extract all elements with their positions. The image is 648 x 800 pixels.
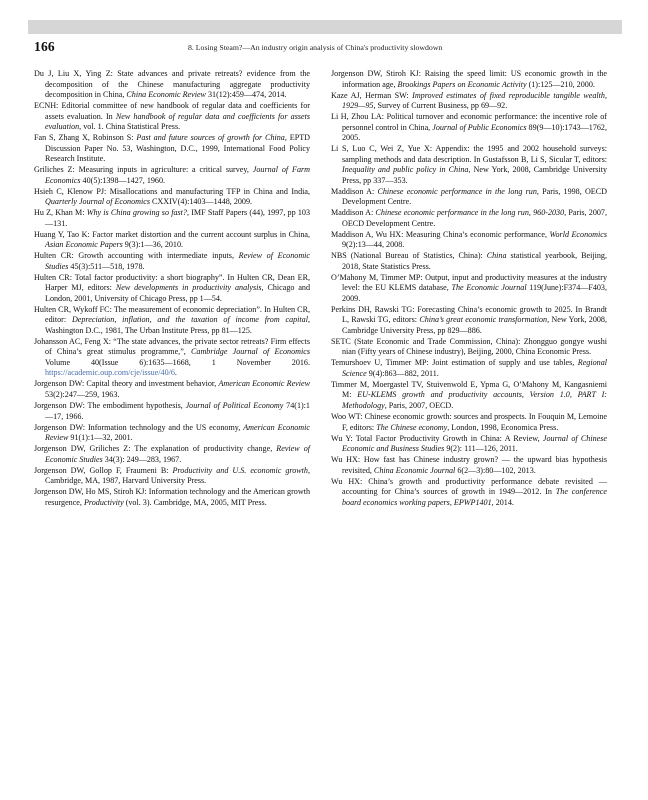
reference-text: , Paris, 2007, OECD Development Centre. xyxy=(342,208,607,228)
reference-title: Journal of Farm Economics xyxy=(45,165,310,185)
reference-text: 89(9—10):1743—1762, 2005. xyxy=(342,122,608,143)
reference-text: Fan S, Zhang X, Robinson S: xyxy=(34,133,137,143)
reference-text: 34(3): 249—283, 1967. xyxy=(102,454,182,464)
reference-title: Journal of Political Economy xyxy=(185,400,284,410)
reference-text: 74(1):1—17, 1966. xyxy=(45,400,310,421)
reference-title: China Economic Review xyxy=(126,90,206,100)
reference-title: New handbook of regular data and coefficients for assets evaluation xyxy=(45,111,310,132)
reference-title: China Economic Journal xyxy=(373,465,456,475)
reference-text: Hsieh C, Klenow PJ: Misallocations and manufacturing TFP in China and India, xyxy=(34,186,310,196)
reference-text: Li H, Zhou LA: Political turnover and economic performance: the incentive role of personnel control in China, xyxy=(331,112,607,132)
reference-entry xyxy=(331,91,607,112)
reference-text: 45(3):511—518, 1978. xyxy=(68,261,145,271)
reference-text: statistical yearbook, Beijing, 2018, State Statistics Press. xyxy=(342,251,607,271)
reference-text: Jorgenson DW, Ho MS, Stiroh KJ: Information technology and the American growth resurgence, xyxy=(34,487,310,507)
reference-text: Kaze AJ, Herman SW: xyxy=(331,90,413,100)
reference-entry xyxy=(331,208,607,229)
reference-title: Chinese economic performance in the long run, 960-2030 xyxy=(375,208,565,218)
reference-entry xyxy=(331,477,607,509)
reference-text: , New York, 2008, Cambridge University Press, pp 829—886. xyxy=(342,315,608,335)
reference-text: (1):125—210, 2000. xyxy=(526,79,595,89)
reference-entry xyxy=(331,273,607,305)
reference-title: Asian Economic Papers xyxy=(45,240,123,250)
reference-title: Why is China growing so fast? xyxy=(86,208,187,218)
reference-text: Jorgenson DW: Information technology and the US economy, xyxy=(34,422,244,432)
reference-entry xyxy=(34,208,310,229)
reference-entry xyxy=(34,444,310,465)
reference-title: American Economic Review xyxy=(218,379,310,389)
reference-entry xyxy=(331,230,607,251)
page-number: 166 xyxy=(34,39,55,54)
reference-link[interactable]: https://academic.oup.com/cje/issue/40/6 xyxy=(45,368,175,378)
reference-title: Journal of Public Economics xyxy=(432,122,527,132)
reference-entry xyxy=(34,423,310,444)
reference-title: China xyxy=(486,251,507,261)
reference-title: Quarterly Journal of Economics xyxy=(45,197,150,207)
reference-text: Hulten CR, Wykoff FC: The measurement of economic depreciation”. In Hulten CR, editor: xyxy=(34,304,310,325)
reference-title: The Economic Journal xyxy=(451,283,527,293)
header-band xyxy=(28,20,622,34)
reference-text: , vol. 1. China Statistical Press. xyxy=(79,122,181,132)
reference-title: Inequality and public policy in China xyxy=(342,165,469,175)
reference-entry xyxy=(331,69,607,90)
reference-title: Review of Economic Studies xyxy=(45,444,311,464)
reference-entry xyxy=(34,187,310,208)
reference-title: New developments in productivity analysis xyxy=(115,283,262,293)
reference-text: Huang Y, Tao K: Factor market distortion and the current account surplus in China, xyxy=(34,229,310,239)
reference-text: SETC (State Economic and Trade Commission, China): Zhongguo gongye wushi nian (Fifty years of Chinese industry), Beijing, 2000, China Economic Press. xyxy=(331,336,607,357)
reference-text: , Cambridge, MA, 1987, Harvard University Press. xyxy=(45,465,311,486)
running-head: 8. Losing Steam?—An industry origin analysis of China's productivity slowdown xyxy=(188,43,443,52)
reference-text: Maddison A, Wu HX: Measuring China’s economic performance, xyxy=(331,229,550,239)
reference-text: 6(2—3):80—102, 2013. xyxy=(455,465,536,475)
reference-text: Wu Y: Total Factor Productivity Growth in China: A Review, xyxy=(331,433,543,443)
reference-entry xyxy=(34,69,310,101)
reference-entry xyxy=(34,101,310,133)
reference-text: 53(2):247—259, 1963. xyxy=(45,389,120,399)
reference-entry xyxy=(34,305,310,337)
reference-title: Regional Science xyxy=(342,358,607,378)
reference-text: 40(5):1398—1427, 1960. xyxy=(80,175,166,185)
reference-title: Depreciation, inflation, and the taxation of income from capital xyxy=(71,315,308,325)
reference-entry xyxy=(34,337,310,379)
reference-title: Journal of Chinese Economic and Business Studies xyxy=(342,433,607,454)
reference-text: Temurshoev U, Timmer MP: Joint estimation of supply and use tables, xyxy=(331,358,578,368)
reference-text: , Chicago and London, 2001, University of Chicago Press, pp 1—54. xyxy=(45,283,311,303)
reference-entry xyxy=(331,144,607,186)
reference-title: Cambridge Journal of Economics xyxy=(191,347,310,357)
reference-entry xyxy=(331,112,607,144)
reference-text: , Washington D.C., 1981, The Urban Institute Press, pp 81—125. xyxy=(45,315,310,335)
reference-title: Productivity and U.S. economic growth xyxy=(172,465,308,475)
reference-title: The Chinese economy xyxy=(376,422,448,432)
reference-entry xyxy=(34,133,310,165)
reference-text: CXXIV(4):1403—1448, 2009. xyxy=(149,197,253,207)
reference-entry xyxy=(331,434,607,455)
reference-text: 9(2): 111—126, 2011. xyxy=(444,444,518,454)
reference-text: O’Mahony M, Timmer MP: Output, input and productivity measures at the industry level: the EU KLEMS database, xyxy=(331,272,607,293)
reference-entry xyxy=(331,358,607,379)
reference-column-right xyxy=(331,69,607,509)
reference-text: 9(3):1—36, 2010. xyxy=(122,240,184,250)
reference-columns xyxy=(34,69,612,769)
reference-entry xyxy=(34,379,310,400)
reference-column-left xyxy=(34,69,310,509)
reference-text: Jorgenson DW, Griliches Z: The explanation of productivity change, xyxy=(34,444,277,454)
reference-title: Improved estimates of fixed reproducible tangible wealth, 1929—95 xyxy=(342,90,607,111)
reference-text: . xyxy=(174,368,177,378)
reference-entry xyxy=(34,273,310,305)
reference-title: Productivity xyxy=(83,497,124,507)
reference-text: Woo WT: Chinese economic growth: sources and prospects. In Fouquin M, Lemoine F, editors: xyxy=(331,412,607,432)
reference-title: Brookings Papers on Economic Activity xyxy=(397,79,527,89)
reference-text: Jorgenson DW, Gollop F, Fraumeni B: xyxy=(34,465,173,475)
reference-text: Du J, Liu X, Ying Z: State advances and private retreats? evidence from the decomposition of the Chinese manufacturing aggregate productivity decomposition in China, xyxy=(34,69,310,100)
reference-entry xyxy=(34,466,310,487)
reference-text: 9(2):13—44, 2008. xyxy=(342,240,405,250)
reference-text: Hulten CR: Total factor productivity: a short biography”. In Hulten CR, Dean ER, Harper MJ, editors: xyxy=(34,272,310,293)
reference-entry xyxy=(331,380,607,412)
reference-title: Review of Economic Studies xyxy=(45,251,311,271)
reference-text: Wu HX: China’s growth and productivity performance debate revisited — accounting for China’s sources of growth in 1949—2012. In xyxy=(331,476,607,497)
reference-text: 119(June):F374—F403, 2009. xyxy=(342,283,607,303)
reference-text: Li S, Luo C, Wei Z, Yue X: Appendix: the 1995 and 2002 household surveys: sampling methods and data description. In Gustafsson B, Li S, Sicular T, editors: xyxy=(331,144,607,164)
reference-text: Jorgenson DW, Stiroh KJ: Raising the speed limit: US economic growth in the information age, xyxy=(331,69,607,89)
reference-entry xyxy=(34,165,310,186)
reference-entry xyxy=(34,251,310,272)
reference-text: , 2014. xyxy=(491,497,514,507)
reference-entry xyxy=(34,401,310,422)
reference-text: Maddison A: xyxy=(331,186,378,196)
reference-text: , Survey of Current Business, pp 69—92. xyxy=(373,101,508,111)
reference-text: Griliches Z: Measuring inputs in agriculture: a critical survey, xyxy=(34,165,253,175)
reference-entry xyxy=(331,305,607,337)
reference-text: , EPTD Discussion Paper No. 53, Washington, D.C., 1999, International Food Policy Research Institute. xyxy=(45,133,310,164)
reference-title: Past and future sources of growth for China xyxy=(136,133,285,143)
reference-title: China’s great economic transformation xyxy=(419,315,548,325)
reference-text: Johansson AC, Feng X: “The state advances, the private sector retreats? Firm effects of China’s great stimulus programme,”, xyxy=(34,336,310,357)
reference-entry xyxy=(331,187,607,208)
reference-entry xyxy=(331,337,607,358)
reference-text: (vol. 3). Cambridge, MA, 2005, MIT Press. xyxy=(123,497,267,507)
reference-title: American Economic Review xyxy=(45,422,310,443)
reference-text: Jorgenson DW: Capital theory and investment behavior, xyxy=(34,379,219,389)
reference-title: World Economics xyxy=(549,229,607,239)
reference-text: ECNH: Editorial committee of new handbook of regular data and coefficients for assets evaluation. In xyxy=(34,101,310,121)
reference-text: Volume 40(Issue 6):1635—1668, 1 November 2016. xyxy=(45,357,310,367)
reference-entry xyxy=(331,251,607,272)
reference-text: Hu Z, Khan M: xyxy=(34,208,87,218)
reference-text: , Paris, 1998, OECD Development Centre. xyxy=(342,186,607,207)
reference-title: Chinese economic performance in the long run xyxy=(377,186,537,196)
reference-text: NBS (National Bureau of Statistics, China): xyxy=(331,251,487,261)
reference-entry xyxy=(331,455,607,476)
reference-text: Timmer M, Moergastel TV, Stuivenwold E, Ypma G, O’Mahony M, Kangasniemi M: xyxy=(331,379,607,400)
reference-entry xyxy=(331,412,607,433)
reference-text: , New York, 2008, Cambridge University Press, pp 337—353. xyxy=(342,165,607,185)
reference-text: Hulten CR: Growth accounting with intermediate inputs, xyxy=(34,251,239,261)
reference-text: 91(1):1—32, 2001. xyxy=(68,433,133,443)
reference-text: Perkins DH, Rawski TG: Forecasting China’s economic growth to 2025. In Brandt L, Rawski TG, editors: xyxy=(331,304,607,325)
reference-text: Maddison A: xyxy=(331,208,376,218)
reference-text: Wu HX: How fast has Chinese industry grown? — the upward bias hypothesis revisited, xyxy=(331,455,607,475)
reference-title: EU-KLEMS growth and productivity accounts, Version 1.0, PART I: Methodology xyxy=(342,390,607,410)
reference-title: The conference board economics working papers, EPWP1401 xyxy=(342,487,607,507)
reference-text: , Paris, 2007, OECD. xyxy=(384,400,454,410)
reference-text: , London, 1998, Economica Press. xyxy=(447,422,559,432)
reference-text: 9(4):863—882, 2011. xyxy=(366,368,439,378)
reference-entry xyxy=(34,487,310,508)
reference-text: , IMF Staff Papers (44), 1997, pp 103—131. xyxy=(45,208,311,228)
reference-text: 31(12):459—474, 2014. xyxy=(205,90,287,100)
reference-entry xyxy=(34,230,310,251)
reference-text: Jorgenson DW: The embodiment hypothesis, xyxy=(34,400,186,410)
